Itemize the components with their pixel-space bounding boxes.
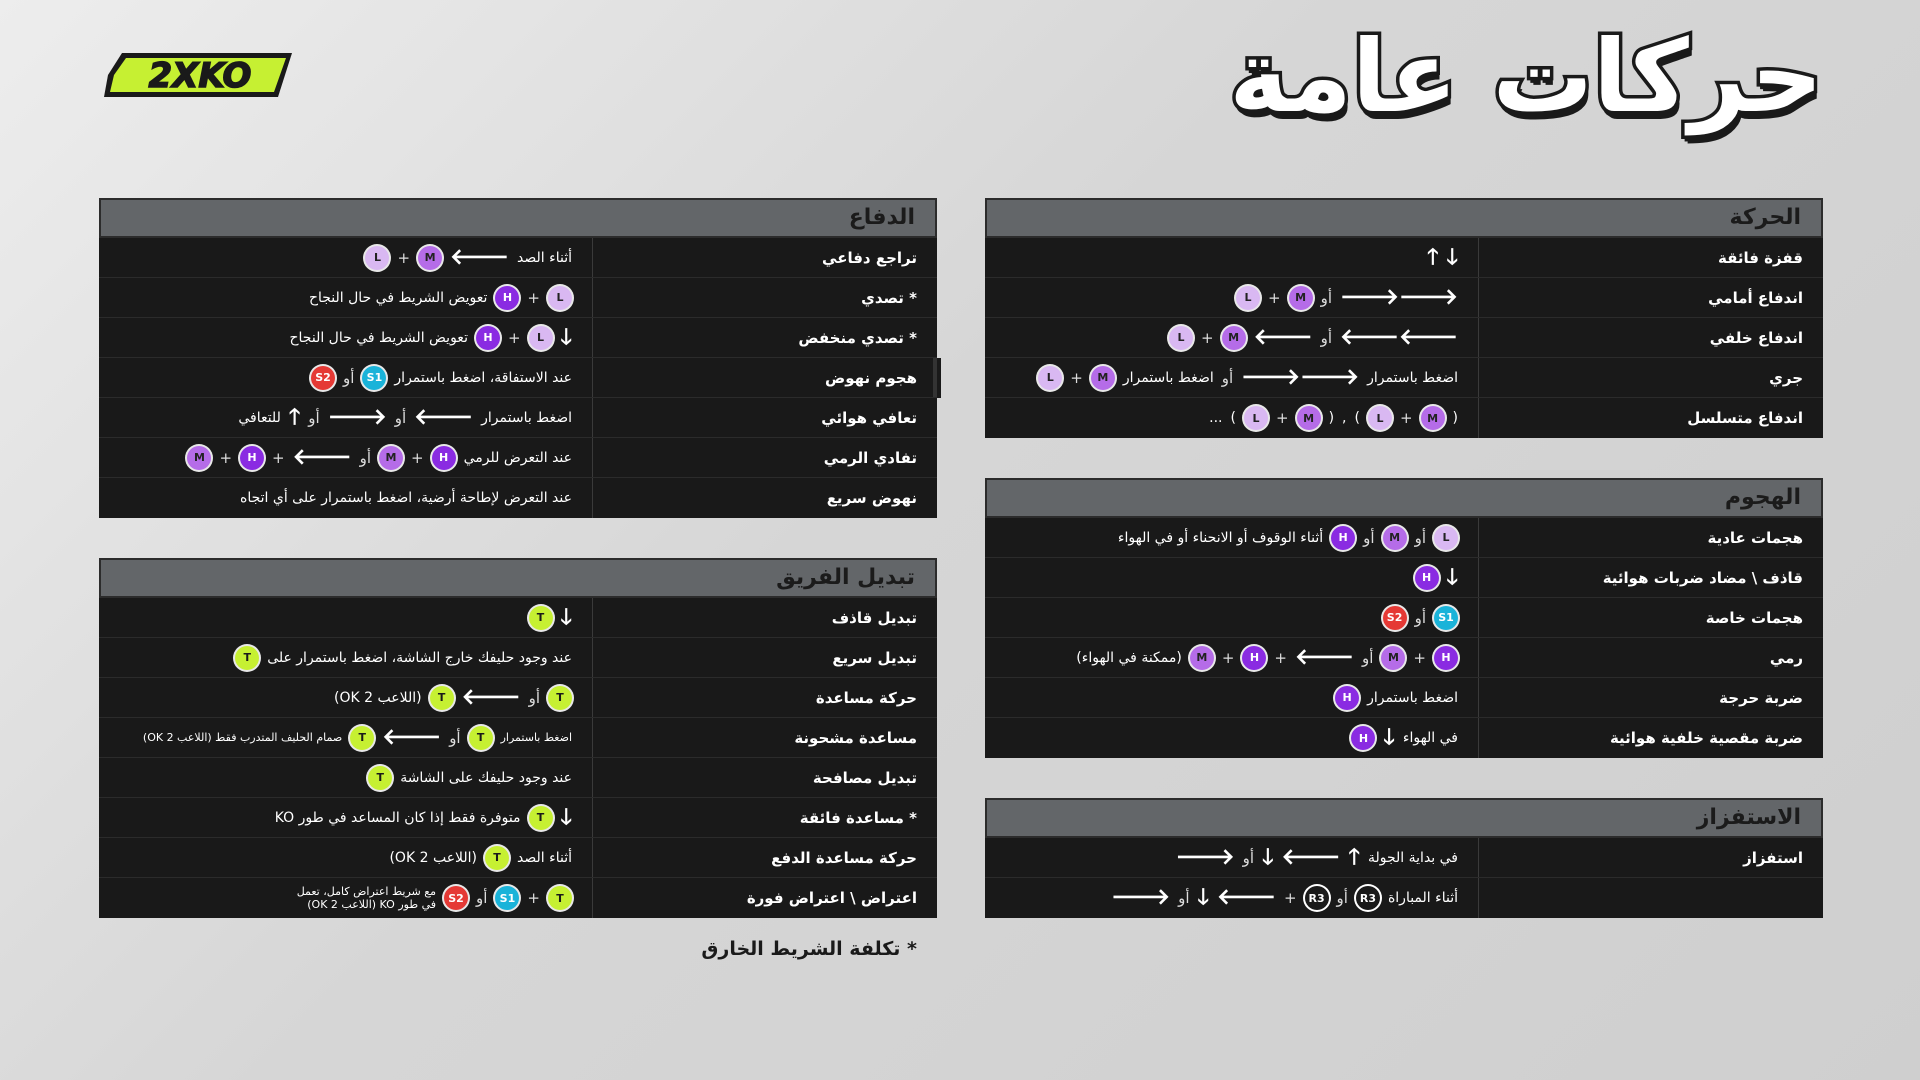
left-arrow-icon: 🡐 — [292, 444, 352, 470]
or-text: أو — [1414, 608, 1426, 627]
special1-button-icon: S1 — [362, 366, 386, 390]
note-text: (اللاعب 2 OK) — [389, 849, 478, 866]
note-text: صمام الحليف المتدرب فقط (اللاعب 2 OK) — [142, 731, 343, 744]
move-label: * تصدي منخفض — [592, 318, 937, 357]
move-label: تبديل سريع — [592, 638, 937, 677]
or-text: أو — [343, 368, 355, 387]
note-text: أثناء الصد — [517, 849, 572, 866]
heavy-button-icon: H — [476, 326, 500, 350]
light-button-icon: L — [1236, 286, 1260, 310]
note-text: أثناء الصد — [517, 249, 572, 266]
plus-icon: + — [527, 889, 540, 907]
plus-icon: + — [272, 448, 285, 467]
logo-2xko — [100, 47, 300, 103]
plus-icon: + — [397, 248, 411, 267]
note-block — [297, 885, 436, 911]
table-row — [985, 718, 1823, 758]
table-row — [99, 638, 937, 678]
table-row — [99, 838, 937, 878]
up-arrow-icon: 🡑 — [1427, 244, 1439, 270]
tag-button-icon: T — [529, 806, 553, 830]
r3-button-icon: R3 — [1305, 886, 1329, 910]
tag-button-icon: T — [235, 646, 259, 670]
note-text: في الهواء — [1402, 730, 1458, 746]
heavy-button-icon: H — [240, 446, 264, 470]
move-input — [99, 838, 592, 877]
table-row — [985, 638, 1823, 678]
note-text: مع شريط اعتراض كامل، تعمل — [296, 885, 436, 898]
heavy-button-icon: H — [1434, 646, 1458, 670]
table-row — [99, 798, 937, 838]
special2-button-icon: S2 — [444, 886, 468, 910]
table-row — [99, 878, 937, 918]
note-text: عند التعرض لإطاحة أرضية، اضغط باستمرار على أي اتجاه — [240, 490, 572, 506]
move-label: هجمات عادية — [1478, 518, 1823, 557]
page-title: حركات عامة — [1229, 18, 1823, 135]
move-label: هجمات خاصة — [1478, 598, 1823, 637]
move-label: تبديل مصافحة — [592, 758, 937, 797]
move-label: قاذف \ مضاد ضربات هوائية — [1478, 558, 1823, 597]
down-arrow-icon: 🡓 — [560, 604, 572, 630]
move-input — [99, 718, 592, 757]
note-text: متوفرة فقط إذا كان المساعد في طور KO — [274, 809, 521, 826]
plus-icon: + — [1399, 409, 1413, 427]
left-arrow-icon: 🡐 — [1295, 644, 1354, 670]
plus-icon: + — [1274, 648, 1287, 667]
tag-button-icon: T — [350, 726, 374, 750]
left-arrow-icon: 🡐 — [1281, 844, 1341, 870]
plus-icon: + — [507, 328, 521, 347]
move-input — [985, 878, 1478, 918]
attack-panel — [985, 478, 1823, 758]
move-label: رمي — [1478, 638, 1823, 677]
down-arrow-icon: 🡓 — [1446, 244, 1458, 270]
move-input — [99, 598, 592, 637]
medium-button-icon: M — [1091, 366, 1115, 390]
move-input — [985, 598, 1478, 637]
table-row — [99, 318, 937, 358]
movement-panel — [985, 198, 1823, 438]
heavy-button-icon: H — [1351, 726, 1375, 750]
note-text: (اللاعب 2 OK) — [334, 689, 422, 706]
heavy-button-icon: H — [1335, 686, 1359, 710]
move-input — [99, 398, 592, 437]
move-input — [985, 238, 1478, 277]
table-row — [985, 598, 1823, 638]
logo-text: 2XKO — [148, 56, 252, 96]
table-row — [99, 358, 937, 398]
tag-button-icon: T — [485, 846, 509, 870]
plus-icon: + — [411, 448, 424, 467]
plus-icon: + — [1268, 288, 1281, 307]
note-text: للتعافي — [238, 409, 281, 426]
left-arrow-icon: 🡐 — [414, 404, 474, 430]
or-text: أو — [476, 889, 488, 907]
left-arrow-icon: 🡐 — [382, 724, 442, 750]
tag-button-icon: T — [548, 686, 572, 710]
move-input — [99, 798, 592, 837]
plus-icon: + — [1283, 889, 1297, 907]
down-arrow-icon: 🡓 — [560, 804, 572, 830]
move-input — [99, 278, 592, 317]
medium-button-icon: M — [1297, 406, 1321, 430]
note-text: عند الاستفاقة، اضغط باستمرار — [394, 369, 572, 386]
table-row — [985, 318, 1823, 358]
move-label: حركة مساعدة الدفع — [592, 838, 937, 877]
move-label: حركة مساعدة — [592, 678, 937, 717]
light-button-icon: L — [1038, 366, 1062, 390]
plus-icon: + — [1275, 409, 1289, 427]
panel-title: الاستفزاز — [985, 798, 1823, 838]
move-input — [99, 438, 592, 477]
move-input — [99, 358, 592, 397]
r3-button-icon: R3 — [1356, 886, 1380, 910]
move-label: هجوم نهوض — [592, 358, 937, 397]
move-label: استفزاز — [1478, 838, 1823, 877]
table-row — [99, 758, 937, 798]
note-text: أثناء المباراة — [1387, 890, 1458, 906]
special2-button-icon: S2 — [1383, 606, 1407, 630]
up-arrow-icon: 🡑 — [288, 404, 301, 430]
table-row — [99, 718, 937, 758]
note-text: عند التعرض للرمي — [463, 449, 572, 466]
move-input — [985, 278, 1478, 317]
down-arrow-icon: 🡓 — [1446, 564, 1458, 590]
move-label: تبديل قاذف — [592, 598, 937, 637]
left-arrow-icon: 🡐 — [1216, 885, 1276, 910]
move-label: اندفاع أمامي — [1478, 278, 1823, 317]
move-label — [1478, 878, 1823, 918]
note-text: في طور KO (اللاعب 2 OK) — [307, 898, 436, 911]
move-label: تفادي الرمي — [592, 438, 937, 477]
left-arrow-icon: 🡐 — [461, 684, 521, 710]
or-text: أو — [1414, 528, 1426, 547]
or-text: أو — [1320, 288, 1332, 307]
or-text: أو — [1363, 528, 1375, 547]
note-text: عند وجود حليفك خارج الشاشة، اضغط باستمرار على — [267, 649, 572, 666]
light-button-icon: L — [1368, 406, 1392, 430]
tag-panel — [99, 558, 937, 918]
move-label: جري — [1478, 358, 1823, 397]
move-label: اندفاع متسلسل — [1478, 398, 1823, 438]
or-text: أو — [449, 728, 461, 747]
light-button-icon: L — [1169, 326, 1193, 350]
table-row — [985, 398, 1823, 438]
double-right-arrow-icon: 🡒🡒 — [1340, 284, 1458, 310]
move-label: اندفاع خلفي — [1478, 318, 1823, 357]
medium-button-icon: M — [1222, 326, 1246, 350]
tag-button-icon: T — [430, 686, 454, 710]
table-row — [985, 238, 1823, 278]
note-text: (ممكنة في الهواء) — [1076, 649, 1182, 666]
move-label: تراجع دفاعي — [592, 238, 937, 277]
move-input — [985, 398, 1478, 438]
light-button-icon: L — [1434, 526, 1458, 550]
down-arrow-icon: 🡓 — [1197, 885, 1209, 910]
move-input — [99, 638, 592, 677]
or-text: أو — [308, 408, 320, 427]
tag-button-icon: T — [469, 726, 493, 750]
down-arrow-icon: 🡓 — [1383, 725, 1395, 750]
left-arrow-icon: 🡐 — [450, 244, 510, 270]
or-text: أو — [394, 408, 407, 427]
move-input — [99, 238, 592, 277]
move-label: * تصدي — [592, 278, 937, 317]
medium-button-icon: M — [1421, 406, 1445, 430]
medium-button-icon: M — [418, 246, 442, 270]
paren-text: ) — [1354, 410, 1360, 426]
hold-text: اضغط باستمرار — [500, 731, 572, 744]
note-text: عند وجود حليفك على الشاشة — [400, 769, 572, 786]
light-button-icon: L — [365, 246, 389, 270]
medium-button-icon: M — [1289, 286, 1313, 310]
move-input — [985, 518, 1478, 557]
comma-text: , — [1342, 410, 1347, 426]
table-row — [99, 398, 937, 438]
table-row — [99, 438, 937, 478]
move-input — [985, 638, 1478, 677]
right-arrow-icon: 🡒 — [327, 404, 387, 430]
move-input — [985, 678, 1478, 717]
plus-icon: + — [527, 288, 540, 307]
table-row — [985, 558, 1823, 598]
table-row — [985, 518, 1823, 558]
move-input — [99, 678, 592, 717]
panel-title: الدفاع — [99, 198, 937, 238]
hold-text: اضغط باستمرار — [1367, 689, 1458, 706]
note-text: في بداية الجولة — [1368, 849, 1458, 866]
heavy-button-icon: H — [1415, 566, 1439, 590]
down-arrow-icon: 🡓 — [1262, 844, 1274, 870]
defense-panel — [99, 198, 937, 518]
heavy-button-icon: H — [432, 446, 456, 470]
move-label: ضربة مقصية خلفية هوائية — [1478, 718, 1823, 758]
plus-icon: + — [1413, 648, 1426, 667]
medium-button-icon: M — [1383, 526, 1407, 550]
table-row — [985, 878, 1823, 918]
or-text: أو — [1336, 889, 1348, 907]
move-input — [985, 358, 1478, 397]
right-arrow-icon: 🡒 — [1111, 885, 1171, 910]
paren-text: ( — [1452, 410, 1458, 426]
plus-icon: + — [1221, 648, 1235, 667]
or-text: أو — [528, 688, 540, 707]
right-arrow-icon: 🡒 — [1175, 844, 1235, 870]
heavy-button-icon: H — [1242, 646, 1266, 670]
table-row — [985, 358, 1823, 398]
table-row — [985, 678, 1823, 718]
plus-icon: + — [1070, 368, 1083, 387]
table-row — [99, 598, 937, 638]
special1-button-icon: S1 — [495, 886, 519, 910]
move-input — [99, 878, 592, 918]
light-button-icon: L — [529, 326, 553, 350]
light-button-icon: L — [548, 286, 572, 310]
table-row — [985, 278, 1823, 318]
special1-button-icon: S1 — [1434, 606, 1458, 630]
table-row — [985, 838, 1823, 878]
paren-text: ( — [1328, 410, 1335, 426]
move-input — [985, 558, 1478, 597]
move-label: قفزة فائقة — [1478, 238, 1823, 277]
medium-button-icon: M — [1381, 646, 1405, 670]
double-right-arrow-icon: 🡒🡒 — [1241, 364, 1360, 390]
plus-icon: + — [1201, 328, 1214, 347]
down-arrow-icon: 🡓 — [560, 324, 572, 350]
move-label: مساعدة مشحونة — [592, 718, 937, 757]
hold-text: اضغط باستمرار — [1122, 369, 1214, 386]
move-label: اعتراض \ اعتراض فورة — [592, 878, 937, 918]
tag-button-icon: T — [548, 886, 572, 910]
hold-text: اضغط باستمرار — [481, 409, 572, 426]
footnote: * تكلفة الشريط الخارق — [701, 938, 917, 960]
or-text: أو — [1320, 328, 1332, 347]
or-text: أو — [1362, 648, 1374, 667]
move-input — [99, 758, 592, 797]
tag-button-icon: T — [368, 766, 392, 790]
move-label: * مساعدة فائقة — [592, 798, 937, 837]
move-input — [985, 318, 1478, 357]
table-row — [99, 478, 937, 518]
heavy-button-icon: H — [495, 286, 519, 310]
tag-button-icon: T — [529, 606, 553, 630]
left-arrow-icon: 🡐 — [1253, 324, 1313, 350]
move-label: ضربة حرجة — [1478, 678, 1823, 717]
note-text: أثناء الوقوف أو الانحناء أو في الهواء — [1117, 529, 1324, 546]
move-input — [985, 718, 1478, 758]
or-text: أو — [1221, 368, 1234, 387]
medium-button-icon: M — [379, 446, 403, 470]
special2-button-icon: S2 — [311, 366, 335, 390]
table-row — [99, 238, 937, 278]
light-button-icon: L — [1244, 406, 1268, 430]
ellipsis-text: ... — [1209, 410, 1223, 426]
table-row — [99, 678, 937, 718]
panel-title: الهجوم — [985, 478, 1823, 518]
panel-title: تبديل الفريق — [99, 558, 937, 598]
move-input — [99, 478, 592, 518]
move-input — [985, 838, 1478, 877]
note-text: تعويض الشريط في حال النجاح — [289, 329, 468, 346]
plus-icon: + — [219, 448, 233, 467]
or-text: أو — [359, 448, 372, 467]
medium-button-icon: M — [1190, 646, 1214, 670]
or-text: أو — [1178, 889, 1190, 907]
table-row — [99, 278, 937, 318]
medium-button-icon: M — [187, 446, 211, 470]
up-arrow-icon: 🡑 — [1348, 844, 1360, 870]
move-input — [99, 318, 592, 357]
move-label: تعافي هوائي — [592, 398, 937, 437]
heavy-button-icon: H — [1331, 526, 1355, 550]
hold-text: اضغط باستمرار — [1367, 369, 1458, 386]
panel-title: الحركة — [985, 198, 1823, 238]
note-text: تعويض الشريط في حال النجاح — [308, 289, 488, 306]
move-label: نهوض سريع — [592, 478, 937, 518]
paren-text: ) — [1230, 410, 1236, 426]
double-left-arrow-icon: 🡐🡐 — [1340, 324, 1458, 350]
or-text: أو — [1242, 848, 1255, 867]
taunt-panel — [985, 798, 1823, 918]
